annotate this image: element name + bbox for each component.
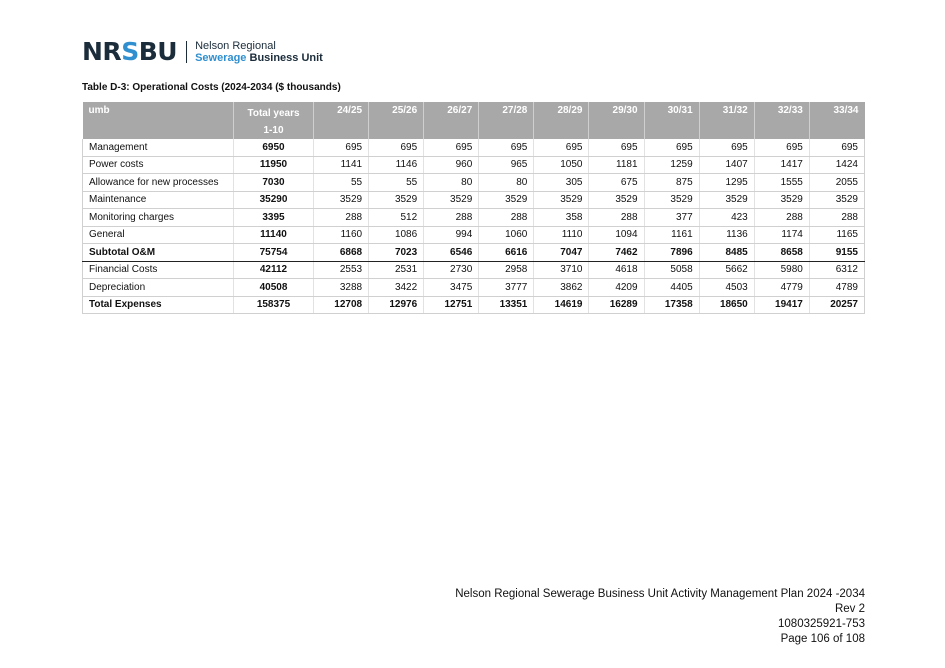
row-value: 288 bbox=[589, 209, 644, 227]
row-value: 1060 bbox=[479, 226, 534, 244]
row-value: 12708 bbox=[314, 296, 369, 314]
row-value: 994 bbox=[424, 226, 479, 244]
table-caption: Table D-3: Operational Costs (2024-2034 ($ thousands) bbox=[82, 82, 341, 93]
row-value: 7896 bbox=[644, 244, 699, 262]
row-value: 1160 bbox=[314, 226, 369, 244]
row-value: 8658 bbox=[754, 244, 809, 262]
row-value: 2730 bbox=[424, 261, 479, 279]
row-value: 19417 bbox=[754, 296, 809, 314]
row-value: 1110 bbox=[534, 226, 589, 244]
row-value: 3529 bbox=[699, 191, 754, 209]
row-value: 875 bbox=[644, 174, 699, 192]
row-value: 7047 bbox=[534, 244, 589, 262]
row-value: 80 bbox=[479, 174, 534, 192]
row-total: 6950 bbox=[234, 139, 314, 156]
row-value: 5058 bbox=[644, 261, 699, 279]
row-value: 358 bbox=[534, 209, 589, 227]
row-value: 1086 bbox=[369, 226, 424, 244]
row-label: Monitoring charges bbox=[83, 209, 234, 227]
row-label: Depreciation bbox=[83, 279, 234, 297]
row-value: 3529 bbox=[424, 191, 479, 209]
row-value: 1136 bbox=[699, 226, 754, 244]
footer-page-number: Page 106 of 108 bbox=[780, 633, 865, 645]
header-year: 33/34 bbox=[809, 102, 864, 139]
row-value: 965 bbox=[479, 156, 534, 174]
table-row bbox=[83, 174, 865, 192]
row-value: 3529 bbox=[644, 191, 699, 209]
row-value: 695 bbox=[534, 139, 589, 156]
row-value: 20257 bbox=[809, 296, 864, 314]
row-value: 1146 bbox=[369, 156, 424, 174]
row-value: 17358 bbox=[644, 296, 699, 314]
row-label: Maintenance bbox=[83, 191, 234, 209]
row-value: 12976 bbox=[369, 296, 424, 314]
row-value: 305 bbox=[534, 174, 589, 192]
row-total: 40508 bbox=[234, 279, 314, 297]
row-value: 12751 bbox=[424, 296, 479, 314]
row-value: 1174 bbox=[754, 226, 809, 244]
row-value: 3529 bbox=[754, 191, 809, 209]
table-row bbox=[83, 156, 865, 174]
row-label: Subtotal O&M bbox=[83, 244, 234, 262]
row-value: 6868 bbox=[314, 244, 369, 262]
row-value: 960 bbox=[424, 156, 479, 174]
table-row bbox=[83, 279, 865, 297]
row-value: 3777 bbox=[479, 279, 534, 297]
header-year: 26/27 bbox=[424, 102, 479, 139]
row-value: 3529 bbox=[314, 191, 369, 209]
row-value: 16289 bbox=[589, 296, 644, 314]
row-value: 3529 bbox=[534, 191, 589, 209]
row-value: 695 bbox=[644, 139, 699, 156]
row-value: 695 bbox=[314, 139, 369, 156]
logo-line-1: Nelson Regional bbox=[195, 40, 276, 52]
row-value: 4618 bbox=[589, 261, 644, 279]
row-value: 13351 bbox=[479, 296, 534, 314]
table-row bbox=[83, 209, 865, 227]
row-value: 3288 bbox=[314, 279, 369, 297]
page-footer bbox=[455, 587, 865, 647]
row-value: 3529 bbox=[479, 191, 534, 209]
row-total: 35290 bbox=[234, 191, 314, 209]
row-label: Power costs bbox=[83, 156, 234, 174]
row-value: 3529 bbox=[589, 191, 644, 209]
row-total: 3395 bbox=[234, 209, 314, 227]
row-value: 695 bbox=[754, 139, 809, 156]
row-value: 5980 bbox=[754, 261, 809, 279]
row-value: 377 bbox=[644, 209, 699, 227]
row-value: 512 bbox=[369, 209, 424, 227]
row-value: 1161 bbox=[644, 226, 699, 244]
row-value: 4789 bbox=[809, 279, 864, 297]
logo-line-2: Sewerage Business Unit bbox=[195, 52, 323, 64]
logo-text bbox=[195, 40, 323, 64]
row-value: 695 bbox=[479, 139, 534, 156]
row-value: 9155 bbox=[809, 244, 864, 262]
row-value: 1181 bbox=[589, 156, 644, 174]
row-value: 3475 bbox=[424, 279, 479, 297]
row-value: 7462 bbox=[589, 244, 644, 262]
row-value: 288 bbox=[479, 209, 534, 227]
row-value: 5662 bbox=[699, 261, 754, 279]
row-value: 695 bbox=[589, 139, 644, 156]
row-label: Allowance for new processes bbox=[83, 174, 234, 192]
row-total: 11950 bbox=[234, 156, 314, 174]
header-first: umb bbox=[83, 102, 234, 139]
row-value: 695 bbox=[424, 139, 479, 156]
operational-costs-table bbox=[82, 102, 865, 314]
row-value: 80 bbox=[424, 174, 479, 192]
row-value: 6312 bbox=[809, 261, 864, 279]
table-row bbox=[83, 139, 865, 156]
row-value: 55 bbox=[369, 174, 424, 192]
row-value: 1094 bbox=[589, 226, 644, 244]
row-value: 288 bbox=[314, 209, 369, 227]
row-value: 1141 bbox=[314, 156, 369, 174]
row-value: 14619 bbox=[534, 296, 589, 314]
row-value: 8485 bbox=[699, 244, 754, 262]
header-year: 28/29 bbox=[534, 102, 589, 139]
row-value: 3862 bbox=[534, 279, 589, 297]
row-total: 75754 bbox=[234, 244, 314, 262]
row-label: Total Expenses bbox=[83, 296, 234, 314]
logo-divider bbox=[186, 41, 187, 63]
row-value: 1424 bbox=[809, 156, 864, 174]
row-value: 3710 bbox=[534, 261, 589, 279]
header-total: Total years 1-10 bbox=[234, 102, 314, 139]
row-value: 55 bbox=[314, 174, 369, 192]
header-year: 31/32 bbox=[699, 102, 754, 139]
table-row bbox=[83, 226, 865, 244]
row-total: 7030 bbox=[234, 174, 314, 192]
row-value: 1555 bbox=[754, 174, 809, 192]
row-value: 695 bbox=[369, 139, 424, 156]
footer-title: Nelson Regional Sewerage Business Unit Activity Management Plan 2024 -2034 bbox=[455, 588, 865, 600]
footer-doc-number: 1080325921-753 bbox=[778, 618, 865, 630]
row-value: 3422 bbox=[369, 279, 424, 297]
table-row bbox=[83, 244, 865, 262]
row-value: 2958 bbox=[479, 261, 534, 279]
row-value: 4779 bbox=[754, 279, 809, 297]
row-value: 288 bbox=[809, 209, 864, 227]
row-value: 18650 bbox=[699, 296, 754, 314]
row-value: 6616 bbox=[479, 244, 534, 262]
header-year: 24/25 bbox=[314, 102, 369, 139]
row-total: 11140 bbox=[234, 226, 314, 244]
nrsbu-logo bbox=[82, 38, 323, 66]
row-value: 7023 bbox=[369, 244, 424, 262]
row-label: Financial Costs bbox=[83, 261, 234, 279]
header-year: 32/33 bbox=[754, 102, 809, 139]
header-year: 30/31 bbox=[644, 102, 699, 139]
row-total: 42112 bbox=[234, 261, 314, 279]
header-year: 25/26 bbox=[369, 102, 424, 139]
row-value: 288 bbox=[754, 209, 809, 227]
row-value: 423 bbox=[699, 209, 754, 227]
table-row bbox=[83, 261, 865, 279]
header-year: 27/28 bbox=[479, 102, 534, 139]
row-value: 695 bbox=[809, 139, 864, 156]
row-value: 1407 bbox=[699, 156, 754, 174]
table-header-row bbox=[83, 102, 865, 139]
row-value: 1050 bbox=[534, 156, 589, 174]
row-total: 158375 bbox=[234, 296, 314, 314]
row-value: 3529 bbox=[809, 191, 864, 209]
row-value: 695 bbox=[699, 139, 754, 156]
footer-revision: Rev 2 bbox=[834, 603, 865, 615]
table-row bbox=[83, 191, 865, 209]
row-value: 2055 bbox=[809, 174, 864, 192]
row-value: 1417 bbox=[754, 156, 809, 174]
row-value: 1295 bbox=[699, 174, 754, 192]
header-year: 29/30 bbox=[589, 102, 644, 139]
table-row bbox=[83, 296, 865, 314]
logo-mark: NRSBU bbox=[82, 37, 178, 66]
row-value: 4209 bbox=[589, 279, 644, 297]
row-value: 4503 bbox=[699, 279, 754, 297]
row-label: General bbox=[83, 226, 234, 244]
row-value: 1165 bbox=[809, 226, 864, 244]
row-value: 1259 bbox=[644, 156, 699, 174]
row-value: 4405 bbox=[644, 279, 699, 297]
row-label: Management bbox=[83, 139, 234, 156]
row-value: 2531 bbox=[369, 261, 424, 279]
row-value: 3529 bbox=[369, 191, 424, 209]
row-value: 675 bbox=[589, 174, 644, 192]
row-value: 288 bbox=[424, 209, 479, 227]
row-value: 6546 bbox=[424, 244, 479, 262]
row-value: 2553 bbox=[314, 261, 369, 279]
